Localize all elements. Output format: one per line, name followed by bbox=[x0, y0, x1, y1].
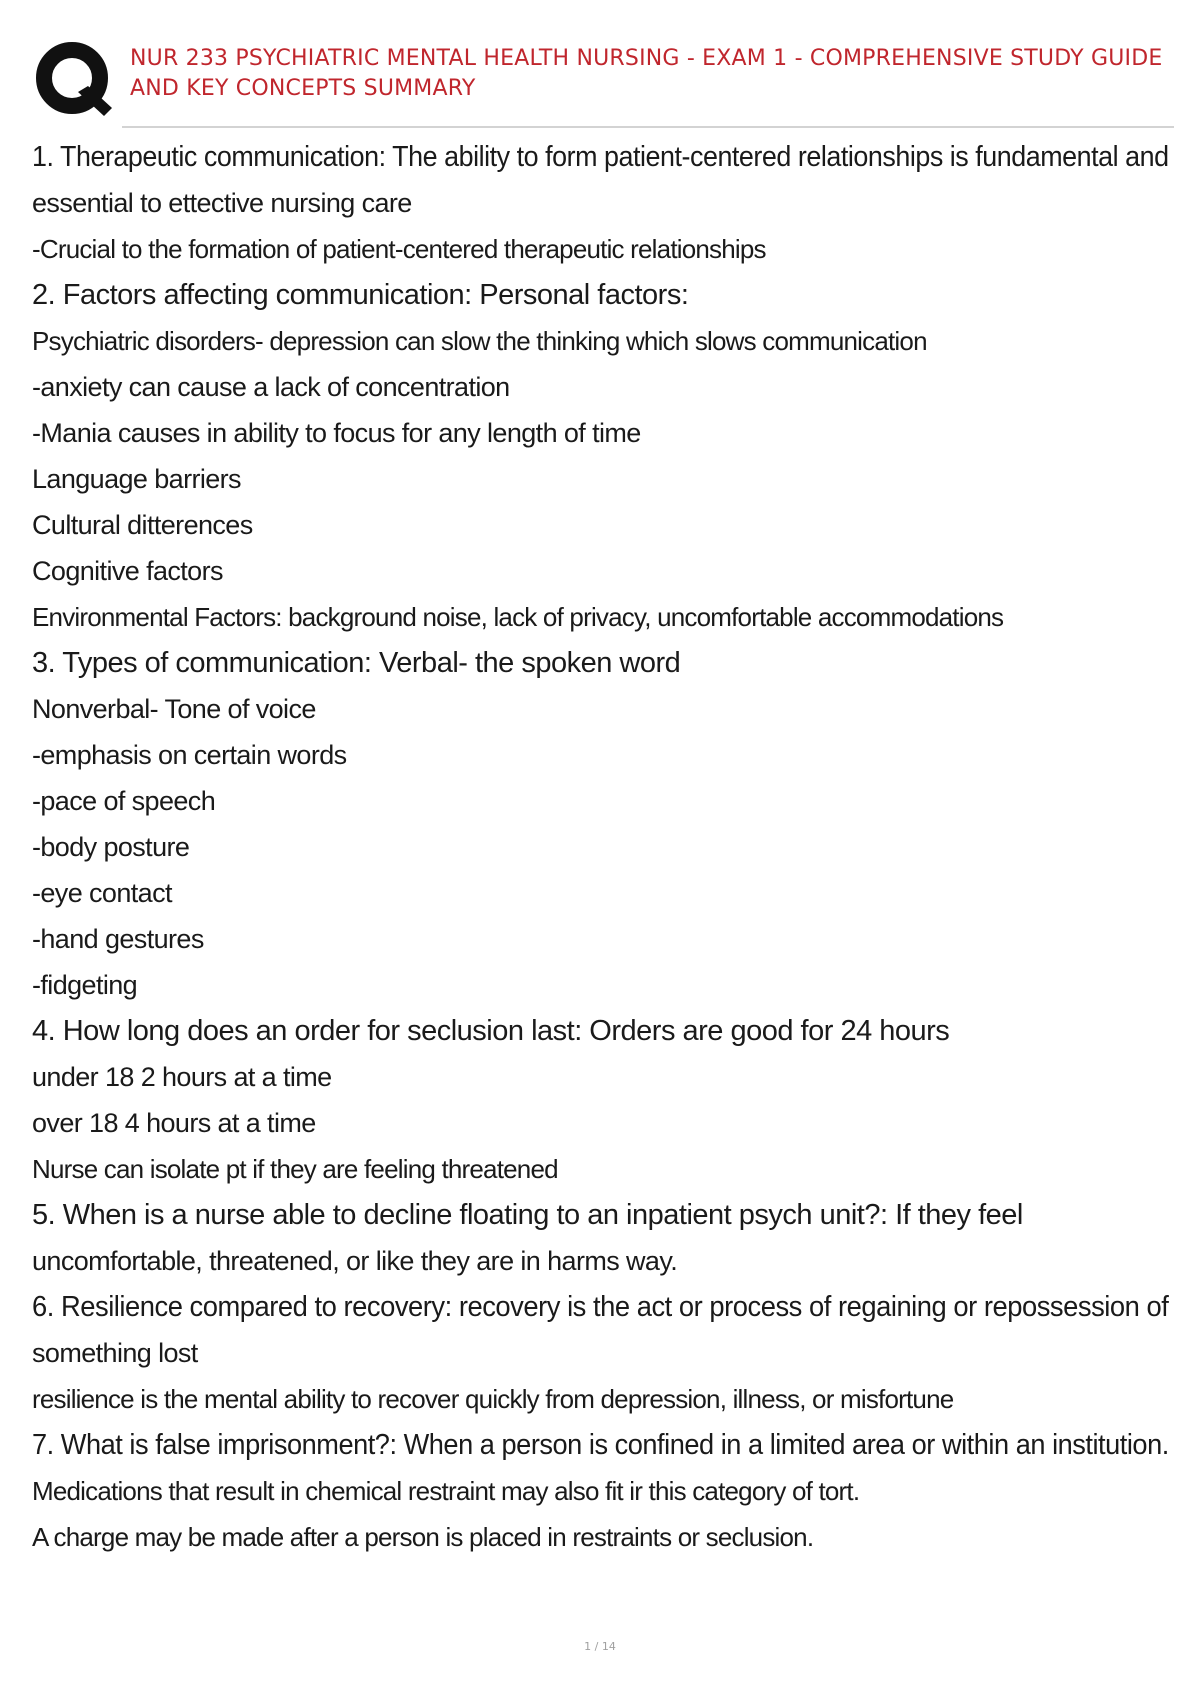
text-line: essential to ettective nursing care bbox=[32, 188, 412, 218]
page-number: 1 / 14 bbox=[584, 1640, 616, 1653]
text-line: -emphasis on certain words bbox=[32, 740, 347, 770]
text-line: over 18 4 hours at a time bbox=[32, 1108, 316, 1138]
text-line: Nonverbal- Tone of voice bbox=[32, 694, 316, 724]
text-line: Medications that result in chemical restraint may also fit ir this category of tort. bbox=[32, 1476, 860, 1506]
document-body bbox=[32, 134, 1172, 1560]
text-line: -anxiety can cause a lack of concentration bbox=[32, 372, 510, 402]
question-line: 2. Factors affecting communication: Personal factors: bbox=[32, 279, 689, 311]
text-line: -pace of speech bbox=[32, 786, 216, 816]
question-line: 3. Types of communication: Verbal- the spoken word bbox=[32, 647, 681, 679]
text-line: -eye contact bbox=[32, 878, 172, 908]
text-line: Environmental Factors: background noise, lack of privacy, uncomfortable accommodations bbox=[32, 602, 1004, 632]
text-line: something lost bbox=[32, 1338, 198, 1368]
question-line: 1. Therapeutic communication: The ability to form patient-centered relationships is fundamental and bbox=[32, 141, 1169, 173]
question-line: 7. What is false imprisonment?: When a person is confined in a limited area or within an institution. bbox=[32, 1429, 1169, 1461]
text-line: resilience is the mental ability to recover quickly from depression, illness, or misfortune bbox=[32, 1384, 954, 1414]
question-line: 5. When is a nurse able to decline floating to an inpatient psych unit?: If they feel bbox=[32, 1199, 1023, 1231]
question-line: 4. How long does an order for seclusion last: Orders are good for 24 hours bbox=[32, 1015, 950, 1047]
text-line: Cultural ditterences bbox=[32, 510, 253, 540]
text-line: -body posture bbox=[32, 832, 190, 862]
text-line: Nurse can isolate pt if they are feeling threatened bbox=[32, 1154, 558, 1184]
text-line: -Crucial to the formation of patient-centered therapeutic relationships bbox=[32, 234, 766, 264]
text-line: Psychiatric disorders- depression can slow the thinking which slows communication bbox=[32, 326, 927, 356]
q-logo-icon bbox=[34, 40, 114, 120]
text-line: -hand gestures bbox=[32, 924, 204, 954]
text-line: A charge may be made after a person is placed in restraints or seclusion. bbox=[32, 1522, 814, 1552]
text-line: Cognitive factors bbox=[32, 556, 223, 586]
question-line: 6. Resilience compared to recovery: recovery is the act or process of regaining or repossession of bbox=[32, 1291, 1169, 1323]
text-line: uncomfortable, threatened, or like they are in harms way. bbox=[32, 1246, 678, 1276]
header-divider bbox=[122, 126, 1174, 128]
text-line: -Mania causes in ability to focus for any length of time bbox=[32, 418, 641, 448]
document-title: NUR 233 PSYCHIATRIC MENTAL HEALTH NURSING - EXAM 1 - COMPREHENSIVE STUDY GUIDE AND KEY CONCEPTS SUMMARY bbox=[130, 46, 1163, 101]
text-line: -fidgeting bbox=[32, 970, 138, 1000]
document-header bbox=[34, 36, 1174, 126]
text-line: Language barriers bbox=[32, 464, 241, 494]
text-line: under 18 2 hours at a time bbox=[32, 1062, 332, 1092]
